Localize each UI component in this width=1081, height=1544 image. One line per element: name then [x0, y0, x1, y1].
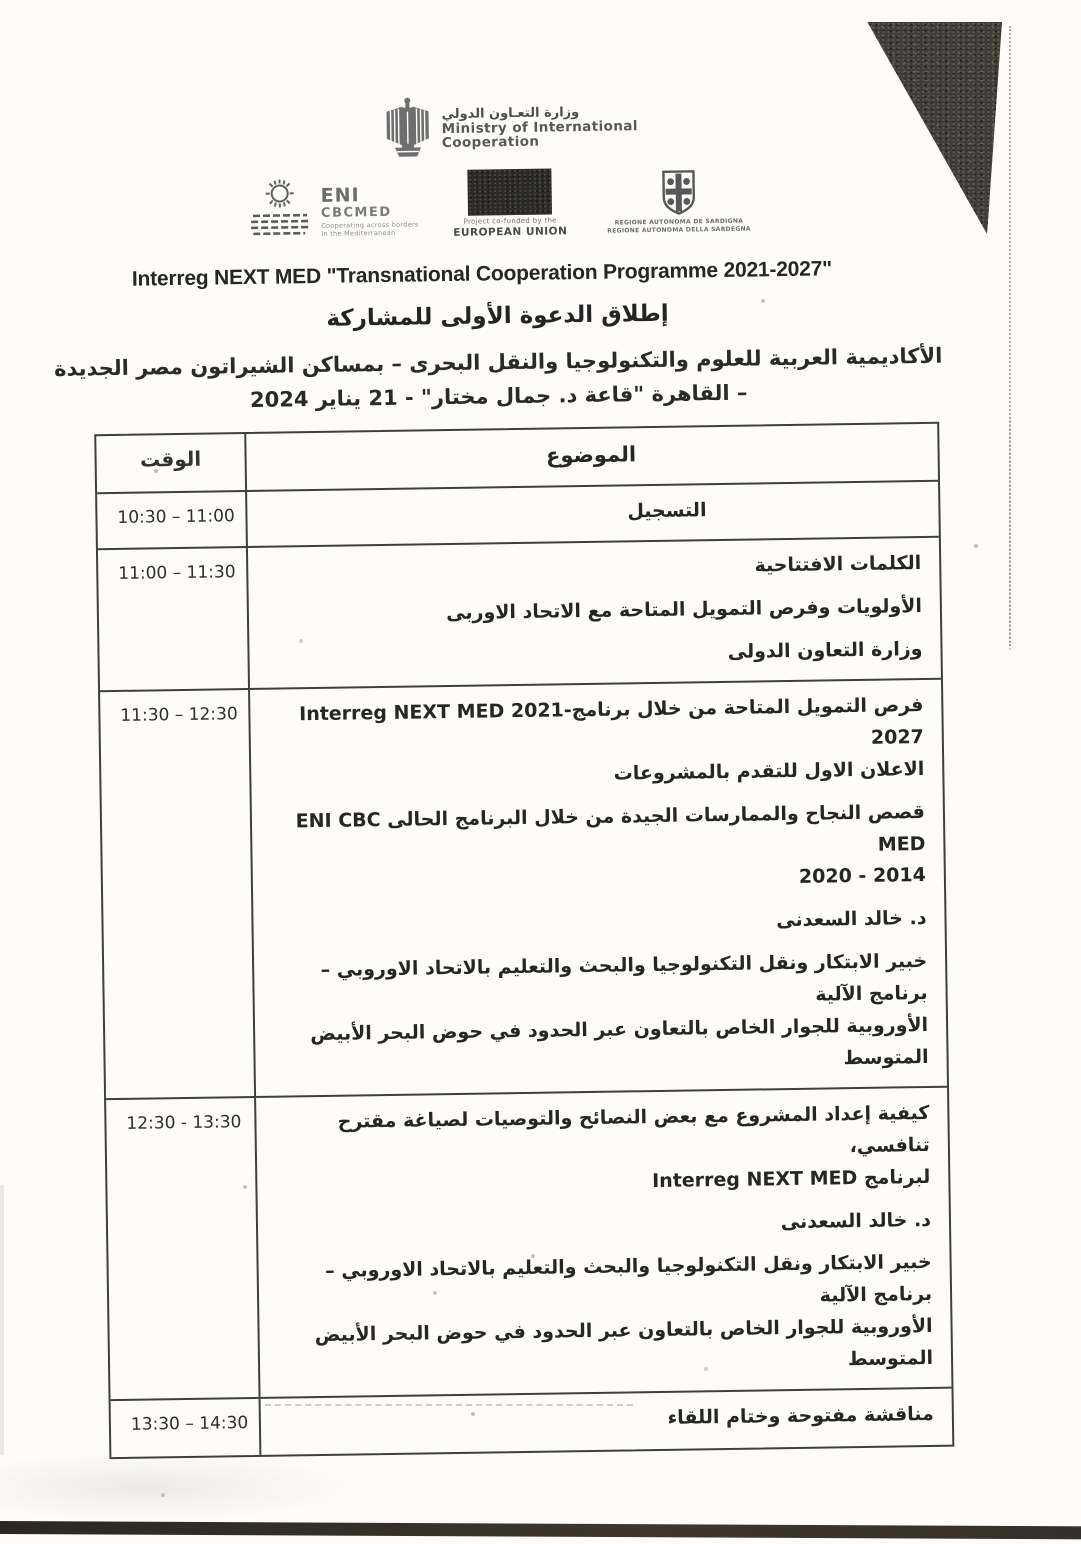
eu-caption-line1: Project co-funded by the	[464, 217, 557, 225]
ministry-name-english-line2: Cooperation	[442, 133, 638, 150]
topic-cell	[247, 482, 939, 546]
sardinia-caption-line1: REGIONE AUTONOMA DE SARDIGNA	[607, 218, 751, 228]
topic-cell	[248, 538, 941, 688]
topic-cell	[256, 1088, 951, 1397]
topic-line: كيفية إعداد المشروع مع بعض النصائح والتوصيات لصياغة مقترح تنافسي،	[272, 1098, 930, 1172]
speaker-bio-line: الأوروبية للجوار الخاص بالتعاون عبر الحدود في حوض البحر الأبيض المتوسط	[275, 1311, 933, 1385]
time-value: 11:00 – 11:30	[98, 548, 250, 690]
topic-line: وزارة التعاون الدولى	[265, 634, 922, 676]
agenda-row-funding-opportunities	[100, 678, 947, 1098]
sardinia-region-logo	[606, 169, 750, 236]
topic-line: فرص التمويل المتاحة من خلال برنامجInterreg NEXT MED 2021-2027	[266, 690, 924, 764]
agenda-row-proposal-preparation	[106, 1086, 951, 1400]
ministry-of-international-cooperation-logo	[381, 92, 638, 158]
ministry-logo-text	[441, 92, 638, 150]
speaker-bio-line: خبير الابتكار ونقل التكنولوجيا والبحث والتعليم بالاتحاد الاوروبي – برنامج الآلية	[274, 1247, 932, 1321]
topic-column-header: الموضوع	[246, 424, 938, 491]
venue-line2: – القاهرة "قاعة د. جمال مختار" - 21 يناير 2024	[0, 377, 1004, 416]
ministry-name-english-line1: Ministry of International	[442, 119, 638, 136]
topic-line: قصص النجاح والممارسات الجيدة من خلال البرنامج الحالى ENI CBC MED	[268, 797, 926, 871]
eni-cbcmed-logo	[246, 173, 418, 238]
scan-edge-smear-artifact	[0, 1185, 4, 1455]
topic-line: الأولويات وفرص التمويل المتاحة مع الاتحاد الاوربى	[265, 591, 922, 633]
eu-caption-line2: EUROPEAN UNION	[453, 226, 567, 239]
sardinia-caption-line2: REGIONE AUTONOMA DELLA SARDEGNA	[607, 225, 751, 235]
eni-logo-tagline-line2: in the Mediterranean	[321, 228, 419, 238]
time-value: 10:30 – 11:00	[97, 492, 248, 548]
eni-logo-tagline-line1: Cooperating across borders	[321, 220, 419, 230]
time-value: 13:30 – 14:30	[111, 1399, 262, 1457]
agenda-table	[94, 422, 954, 1460]
four-moors-cross-icon	[652, 169, 705, 216]
logo-header	[0, 0, 1072, 258]
eu-flag-icon	[467, 168, 552, 215]
event-title-arabic: إطلاق الدعوة الأولى للمشاركة	[0, 296, 1003, 337]
speaker-bio-line: الأوروبية للجوار الخاص بالتعاون عبر الحدود في حوض البحر الأبيض المتوسط	[271, 1010, 929, 1084]
time-column-header: الوقت	[96, 434, 247, 492]
topic-line: 2014 - 2020	[269, 860, 926, 902]
topic-line: التسجيل	[263, 492, 920, 534]
speaker-bio-line: خبير الابتكار ونقل التكنولوجيا والبحث والتعليم بالاتحاد الاوروبي – برنامج الآلية	[270, 946, 928, 1020]
topic-line: مناقشة مفتوحة وختام اللقاء	[277, 1399, 934, 1441]
eni-logo-subname: CBCMED	[321, 204, 419, 221]
agenda-row-opening	[98, 536, 941, 690]
ministry-name-arabic: وزارة التعـاون الدولي	[441, 104, 637, 122]
topic-line: لبرنامج Interreg NEXT MED	[273, 1162, 930, 1204]
time-value: 11:30 – 12:30	[100, 690, 256, 1098]
sardinia-logo-text	[607, 218, 751, 236]
topic-cell	[250, 680, 947, 1096]
topic-cell	[261, 1389, 953, 1455]
time-value: 12:30 - 13:30	[106, 1098, 260, 1399]
sun-over-sea-icon	[246, 175, 313, 236]
egypt-eagle-icon	[381, 95, 434, 158]
eni-logo-text	[320, 173, 418, 237]
eni-logo-name: ENI	[321, 185, 419, 205]
speaker-name: د. خالد السعدنى	[269, 903, 926, 945]
speaker-name: د. خالد السعدنى	[274, 1205, 931, 1247]
topic-line: الكلمات الافتتاحية	[264, 548, 921, 590]
event-title-english: Interreg NEXT MED "Transnational Cooperation Programme 2021-2027"	[0, 255, 972, 294]
scan-speckles-artifact	[0, 0, 2, 2]
venue-line1: الأكاديمية العربية للعلوم والتكنولوجيا والنقل البحرى – بمساكن الشيراتون مصر الجديدة	[0, 343, 1003, 382]
european-union-logo	[452, 168, 567, 239]
topic-line: الاعلان الاول للتقدم بالمشروعات	[267, 754, 924, 796]
